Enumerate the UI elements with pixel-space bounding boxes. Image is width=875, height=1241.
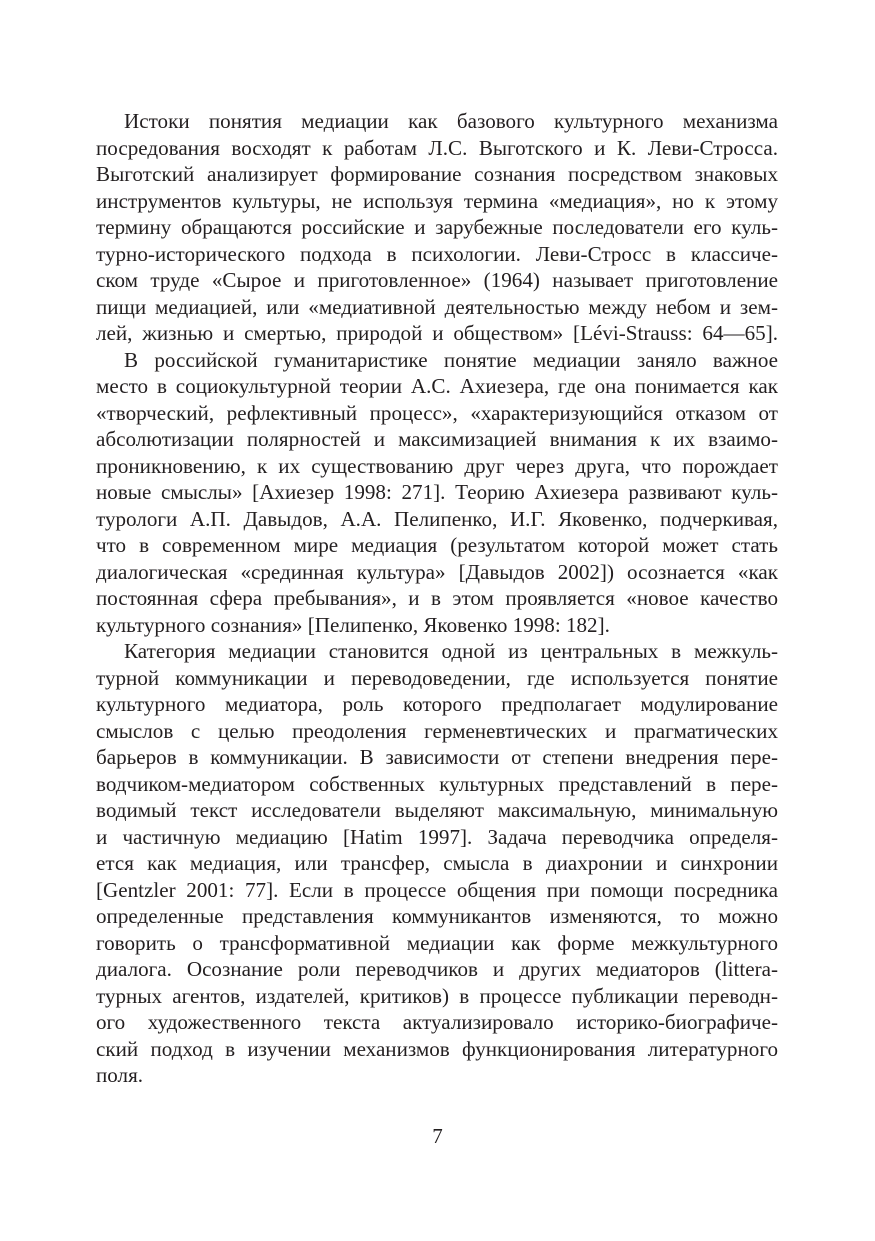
- text-line: пищи медиацией, или «медиативной деятельностью между небом и зем-: [96, 294, 778, 319]
- text-line: проникновению, к их существованию друг через друга, что порождает: [96, 453, 778, 478]
- text-line: водимый текст исследователи выделяют максимальную, минимальную: [96, 798, 778, 822]
- text-line: место в социокультурной теории А.С. Ахиезера, где она понимается как: [96, 374, 778, 398]
- text-line: Истоки понятия медиации как базового культурного механизма: [124, 109, 778, 133]
- text-line: абсолютизации полярностей и максимизацией внимания к их взаимо-: [96, 427, 778, 451]
- text-line: [Gentzler 2001: 77]. Если в процессе общения при помощи посредника: [96, 877, 778, 902]
- text-line: турно-исторического подхода в психологии. Леви-Стросс в классиче-: [96, 241, 778, 266]
- paragraph-1: [96, 108, 778, 347]
- text-line: и частичную медиацию [Hatim 1997]. Задача переводчика определя-: [96, 824, 778, 849]
- text-line: термину обращаются российские и зарубежные последователи его куль-: [96, 215, 778, 239]
- text-line: водчиком-медиатором собственных культурных представлений в пере-: [96, 771, 778, 796]
- text-line: В российской гуманитаристике понятие медиации заняло важное: [124, 347, 778, 372]
- text-line: новые смыслы» [Ахиезер 1998: 271]. Теорию Ахиезера развивают куль-: [96, 480, 778, 504]
- text-line: ском труде «Сырое и приготовленное» (1964) называет приготовление: [96, 268, 778, 292]
- text-line: турологи А.П. Давыдов, А.А. Пелипенко, И.Г. Яковенко, подчеркивая,: [96, 506, 778, 531]
- page-number: 7: [432, 1124, 443, 1148]
- text-line: ский подход в изучении механизмов функционирования литературного: [96, 1036, 778, 1061]
- text-line: посредования восходят к работам Л.С. Выготского и К. Леви-Стросса.: [96, 135, 778, 160]
- text-line: диалогическая «срединная культура» [Давыдов 2002]) осознается «как: [96, 559, 778, 584]
- text-line: Выготский анализирует формирование сознания посредством знаковых: [96, 162, 778, 186]
- text-line: инструментов культуры, не используя термина «медиация», но к этому: [96, 188, 778, 213]
- paragraph-2: [96, 347, 778, 639]
- page-body: [96, 108, 778, 1108]
- text-line: поля.: [96, 1063, 144, 1087]
- text-line: говорить о трансформативной медиации как форме межкультурного: [96, 930, 778, 955]
- text-line: ется как медиация, или трансфер, смысла в диахронии и синхронии: [96, 851, 778, 875]
- text-line: лей, жизнью и смертью, природой и обществом» [Lévi-Strauss: 64—65].: [96, 321, 778, 345]
- text-line: барьеров в коммуникации. В зависимости от степени внедрения пере-: [96, 745, 778, 769]
- text-line: культурного медиатора, роль которого предполагает модулирование: [96, 692, 778, 716]
- text-line: смыслов с целью преодоления герменевтических и прагматических: [96, 718, 778, 743]
- text-line: культурного сознания» [Пелипенко, Яковенко 1998: 182].: [96, 612, 610, 637]
- text-line: «творческий, рефлективный процесс», «характеризующийся отказом от: [96, 400, 778, 425]
- text-line: постоянная сфера пребывания», и в этом проявляется «новое качество: [96, 586, 778, 610]
- text-line: определенные представления коммуникантов изменяются, то можно: [96, 904, 778, 928]
- text-line: турных агентов, издателей, критиков) в процессе публикации переводн-: [96, 983, 778, 1008]
- paragraph-3: [96, 638, 778, 1089]
- text-line: диалога. Осознание роли переводчиков и других медиаторов (littera-: [96, 957, 778, 981]
- text-line: ого художественного текста актуализировало историко-биографиче-: [96, 1010, 778, 1034]
- text-line: Категория медиации становится одной из центральных в межкуль-: [124, 639, 778, 663]
- text-line: что в современном мире медиация (результатом которой может стать: [96, 533, 778, 557]
- text-line: турной коммуникации и переводоведении, где используется понятие: [96, 665, 778, 690]
